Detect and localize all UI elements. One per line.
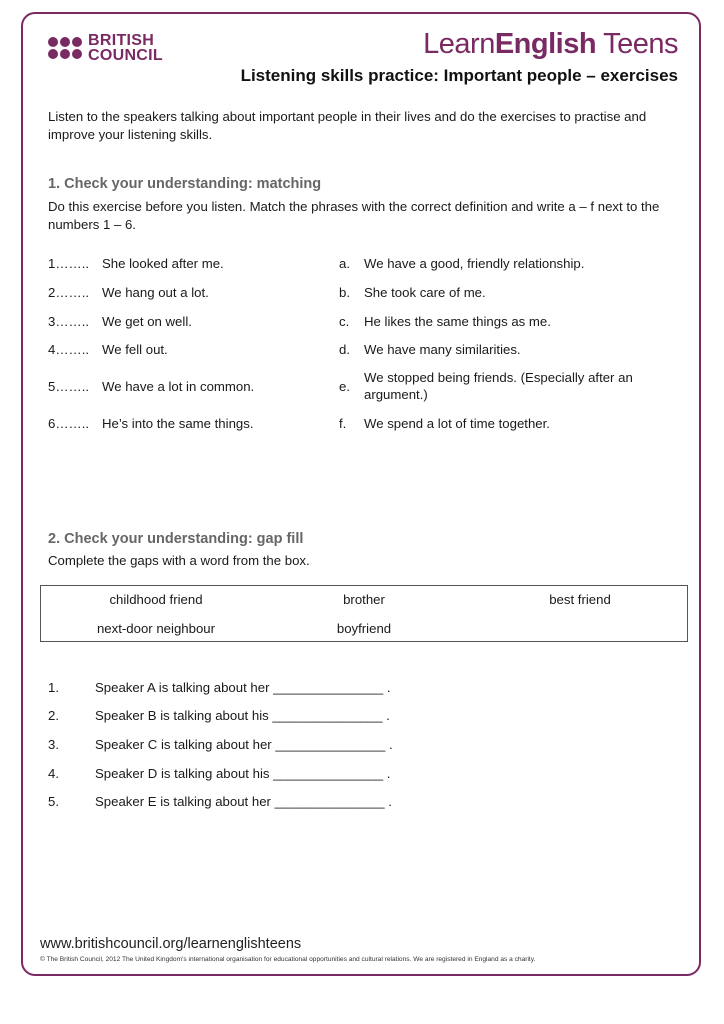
match-right-f-text: We spend a lot of time together. [364, 416, 550, 431]
match-left-1-text: She looked after me. [102, 256, 224, 271]
section1-heading: 1. Check your understanding: matching [48, 176, 322, 192]
match-right-d-text: We have many similarities. [364, 342, 521, 357]
logo-line-1: BRITISH [88, 32, 155, 49]
section2-heading: 2. Check your understanding: gap fill [48, 531, 304, 547]
british-council-logo [48, 33, 163, 63]
match-left-3-text: We get on well. [102, 314, 192, 329]
word-box-item: childhood friend [109, 592, 203, 607]
gap-item-4-num: 4. [48, 766, 59, 781]
brand-teens: Teens [596, 28, 678, 60]
match-right-c-letter: c. [339, 314, 350, 329]
word-box-item: boyfriend [336, 621, 392, 636]
gap-item-3-text: Speaker C is talking about her _______________ . [95, 737, 393, 752]
gap-item-2-text: Speaker B is talking about his _______________ . [95, 708, 390, 723]
section1-instruction: Do this exercise before you listen. Match the phrases with the correct definition and write a – f next to the numbers 1 – 6. [48, 199, 660, 232]
learnenglish-teens-brand [423, 28, 678, 61]
word-box-item: best friend [549, 592, 611, 607]
match-left-2-num: 2…….. [48, 285, 90, 300]
match-left-1-num: 1…….. [48, 256, 90, 271]
brand-english: English [494, 28, 597, 60]
footer-url: www.britishcouncil.org/learnenglishteens [40, 936, 302, 952]
gap-item-4-text: Speaker D is talking about his _______________ . [95, 766, 391, 781]
gap-item-5-text: Speaker E is talking about her _______________ . [95, 794, 392, 809]
match-right-f-letter: f. [339, 416, 347, 431]
footer-copyright: © The British Council, 2012 The United Kingdom’s international organisation for educational opportunities and cultural relations. We are registered in England as a charity. [40, 956, 536, 963]
match-right-a-letter: a. [339, 256, 350, 271]
match-right-a-text: We have a good, friendly relationship. [364, 256, 585, 271]
match-right-b-letter: b. [339, 285, 350, 300]
match-right-e-text: We stopped being friends. (Especially after an argument.) [364, 370, 633, 402]
gap-item-2-num: 2. [48, 708, 59, 723]
word-box-item: brother [343, 592, 385, 607]
match-right-d-letter: d. [339, 342, 350, 357]
match-left-4-num: 4…….. [48, 342, 90, 357]
brand-learn: Learn [423, 28, 495, 60]
match-left-5-num: 5…….. [48, 379, 90, 394]
page-border [21, 12, 701, 976]
match-right-e-letter: e. [339, 379, 350, 394]
intro-text: Listen to the speakers talking about important people in their lives and do the exercises to practise and improve your listening skills. [48, 109, 647, 142]
page-title: Listening skills practice: Important people – exercises [240, 66, 678, 85]
match-left-3-num: 3…….. [48, 314, 90, 329]
match-right-b-text: She took care of me. [364, 285, 486, 300]
gap-item-1-num: 1. [48, 680, 59, 695]
gap-item-3-num: 3. [48, 737, 59, 752]
match-right-c-text: He likes the same things as me. [364, 314, 551, 329]
word-box-item: next-door neighbour [96, 621, 216, 636]
section2-instruction: Complete the gaps with a word from the box. [48, 553, 310, 568]
logo-line-2: COUNCIL [88, 47, 163, 64]
gap-item-1-text: Speaker A is talking about her _______________ . [95, 680, 391, 695]
word-box [40, 585, 688, 642]
logo-dots-icon [48, 37, 82, 59]
match-left-2-text: We hang out a lot. [102, 285, 209, 300]
match-left-6-text: He’s into the same things. [102, 416, 254, 431]
gap-item-5-num: 5. [48, 794, 59, 809]
match-left-5-text: We have a lot in common. [102, 379, 255, 394]
match-left-6-num: 6…….. [48, 416, 90, 431]
match-left-4-text: We fell out. [102, 342, 168, 357]
